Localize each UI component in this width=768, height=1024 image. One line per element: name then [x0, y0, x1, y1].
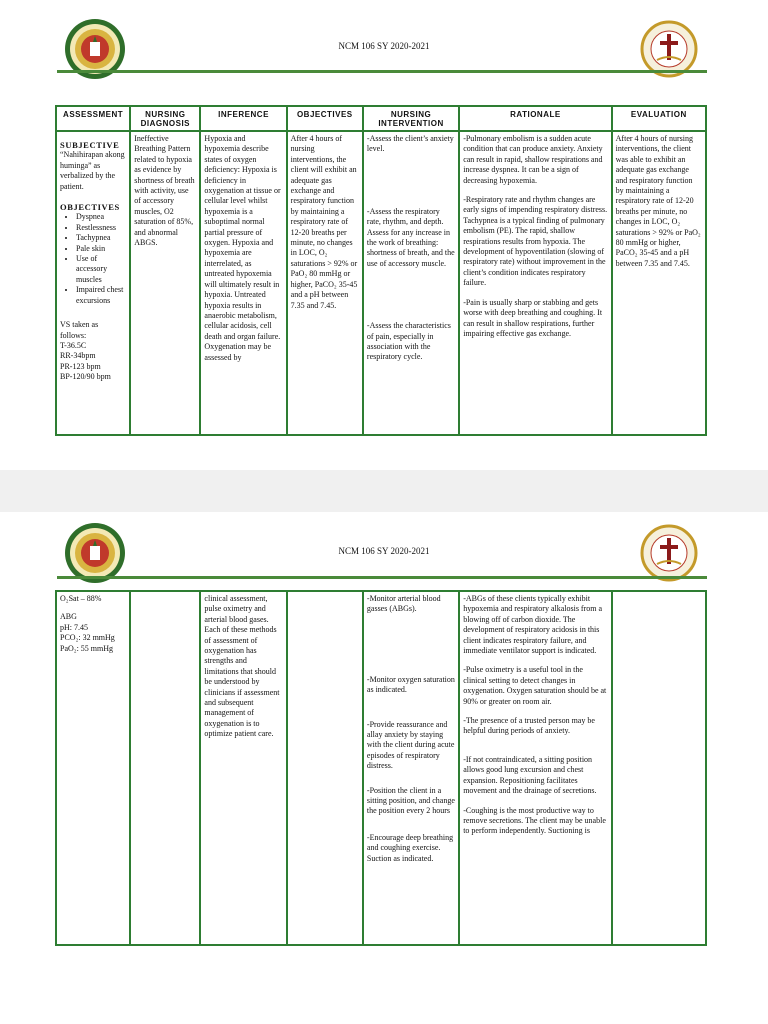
table-row [56, 591, 706, 945]
vital-signs-title: VS taken as follows: [60, 320, 99, 340]
assessment-line: ABG [60, 612, 77, 622]
intervention-item: -Assess the characteristics of pain, especially in association with the respiratory cycle. [366, 321, 451, 362]
inference-cell: Hypoxia and hypoxemia describe states of oxygen deficiency: Hypoxia is deficiency in oxygenation at tissue or cellular level whilst hypoxemia is a suboptimal normal partial pressure of oxygen. Hypoxia and hypoxemia are interrelated, as untreated hypoxemia will ultimately result in hypoxia. Untreated hypoxia results in anaerobic metabolism, cellular acidosis, cell death and organ failure. Oxygenation may be assessed by [200, 131, 286, 435]
intervention-item: -Monitor arterial blood gasses (ABGs). [366, 594, 441, 614]
rationale-cell [459, 591, 611, 945]
intervention-item: -Assess the respiratory rate, rhythm, and depth. Assess for any increase in the work of breathing: shortness of breath, and the use of accessory muscle. [366, 206, 455, 268]
assessment-line: PaO₂: 55 mmHg [60, 643, 114, 653]
rationale-item: -Coughing is the most productive way to remove secretions. The client may be unable to perform independently. Suctioning is [463, 805, 606, 836]
objectives-cell: After 4 hours of nursing interventions, the client will exhibit an adequate gas exchange and respiratory function by maintaining a respiratory rate of 12-20 breaths per minute, no changes in LOC, O₂ saturations > 92% or PaO₂ 80 mmHg or higher, PaCO₂ 35-45 and a pH between 7.35 and 7.45. [287, 131, 363, 435]
list-item: • Dyspnea [76, 212, 126, 222]
list-item: • Use of accessory muscles [76, 254, 126, 285]
header-divider [57, 70, 707, 73]
rationale-item: -Respiratory rate and rhythm changes are early signs of impending respiratory distress. Tachypnea is a typical finding of pulmonary embolism (PE). The rapid, shallow respirations results from hypoxia. The development of hypoventilation (slowing of respiratory rate) without improvement in the client’s condition indicates respiratory failure. [463, 195, 608, 288]
table-header-row [56, 106, 706, 131]
rationale-item: -ABGs of these clients typically exhibit hypoxemia and respiratory alkalosis from a blowing off of carbon dioxide. The development of respiratory acidosis in this client indicates respiratory failure, and immediate ventilator support is indicated. [463, 594, 603, 656]
church-logo-icon [640, 524, 698, 582]
rationale-item: -Pulmonary embolism is a sudden acute condition that can produce anxiety. Anxiety can result in rapid, shallow respirations and increase dyspnea. It can be a sign of decreasing hypoxemia. [463, 134, 603, 185]
rationale-item: -The presence of a trusted person may be helpful during periods of anxiety. [463, 716, 595, 736]
list-item: • Pale skin [76, 244, 126, 254]
nursing-diagnosis-cell [130, 591, 200, 945]
assessment-line: PCO₂: 32 mmHg [60, 633, 115, 643]
objectives-label: OBJECTIVES [60, 202, 120, 213]
column-header: ASSESSMENT [56, 106, 130, 131]
assessment-cell [56, 591, 130, 945]
assessment-cell [56, 131, 130, 435]
care-plan-table-continued [55, 590, 707, 946]
intervention-item: -Encourage deep breathing and coughing exercise. Suction as indicated. [366, 832, 454, 863]
column-header: INFERENCE [200, 106, 286, 131]
header-title: NCM 106 SY 2020-2021 [338, 546, 430, 556]
objectives-cell [287, 591, 363, 945]
rationale-item: -If not contraindicated, a sitting position allows good lung excursion and chest expansion. Repositioning facilitates movement and the drainage of secretions. [463, 754, 597, 796]
nursing-diagnosis-cell: Ineffective Breathing Pattern related to hypoxia as evidence by shortness of breath with activity, use of accessory muscles, O2 saturation of 85%, and abnormal ABGS. [130, 131, 200, 435]
vital-sign: T-36.5C [60, 340, 87, 350]
header-divider [57, 576, 707, 579]
column-header: EVALUATION [612, 106, 706, 131]
header-title: NCM 106 SY 2020-2021 [338, 41, 430, 51]
assessment-line: pH: 7.45 [60, 622, 88, 632]
evaluation-cell: After 4 hours of nursing interventions, the client was able to exhibit an adequate gas exchange and respiratory function by maintaining a respiratory rate of 12-20 breaths per minute, no changes in LOC, O₂ saturations > 92% or PaO₂ 80 mmHg or higher, PaCO₂ 35-45 and a pH between 7.35 and 7.45. [612, 131, 706, 435]
rationale-item: -Pulse oximetry is a useful tool in the clinical setting to detect changes in oxygenation. Oxygen saturation should be at 90% or greater on room air. [463, 665, 607, 706]
inference-cell: clinical assessment, pulse oximetry and arterial blood gases. Each of these methods of assessment of oxygenation has strengths and limitations that should be understood by clinicians if assessment and subsequent management of oxygenation is to optimize patient care. [200, 591, 286, 945]
assessment-line: O₂Sat – 88% [60, 594, 102, 603]
list-item: • Tachypnea [76, 233, 126, 243]
vital-sign: PR-123 bpm [60, 361, 101, 371]
subjective-label: SUBJECTIVE [60, 140, 120, 150]
list-item: • Restlessness [76, 223, 126, 233]
rationale-item: -Pain is usually sharp or stabbing and gets worse with deep breathing and coughing. It can result in shallow respirations, further impairing effective gas exchange. [463, 297, 603, 338]
list-item: • Impaired chest excursions [76, 285, 126, 306]
interventions-cell [363, 131, 459, 435]
column-header: OBJECTIVES [287, 106, 363, 131]
table-row [56, 131, 706, 435]
intervention-item: -Monitor oxygen saturation as indicated. [366, 674, 455, 695]
column-header: NURSING DIAGNOSIS [130, 106, 200, 131]
column-header: RATIONALE [459, 106, 611, 131]
vital-sign: BP-120/90 bpm [60, 372, 111, 382]
intervention-item: -Position the client in a sitting position, and change the position every 2 hours [366, 785, 455, 816]
care-plan-table [55, 105, 707, 436]
objective-cues-list [60, 212, 126, 306]
intervention-item: -Assess the client’s anxiety level. [366, 134, 454, 154]
rationale-cell [459, 131, 611, 435]
interventions-cell [363, 591, 459, 945]
evaluation-cell [612, 591, 706, 945]
vital-sign: RR-34bpm [60, 351, 96, 361]
subjective-text: “Nahihirapan akong huminga” as verbalized by the patient. [60, 150, 125, 191]
intervention-item: -Provide reassurance and allay anxiety by staying with the client during acute episodes of respiratory distress. [366, 719, 455, 771]
column-header: NURSING INTERVENTION [363, 106, 459, 131]
